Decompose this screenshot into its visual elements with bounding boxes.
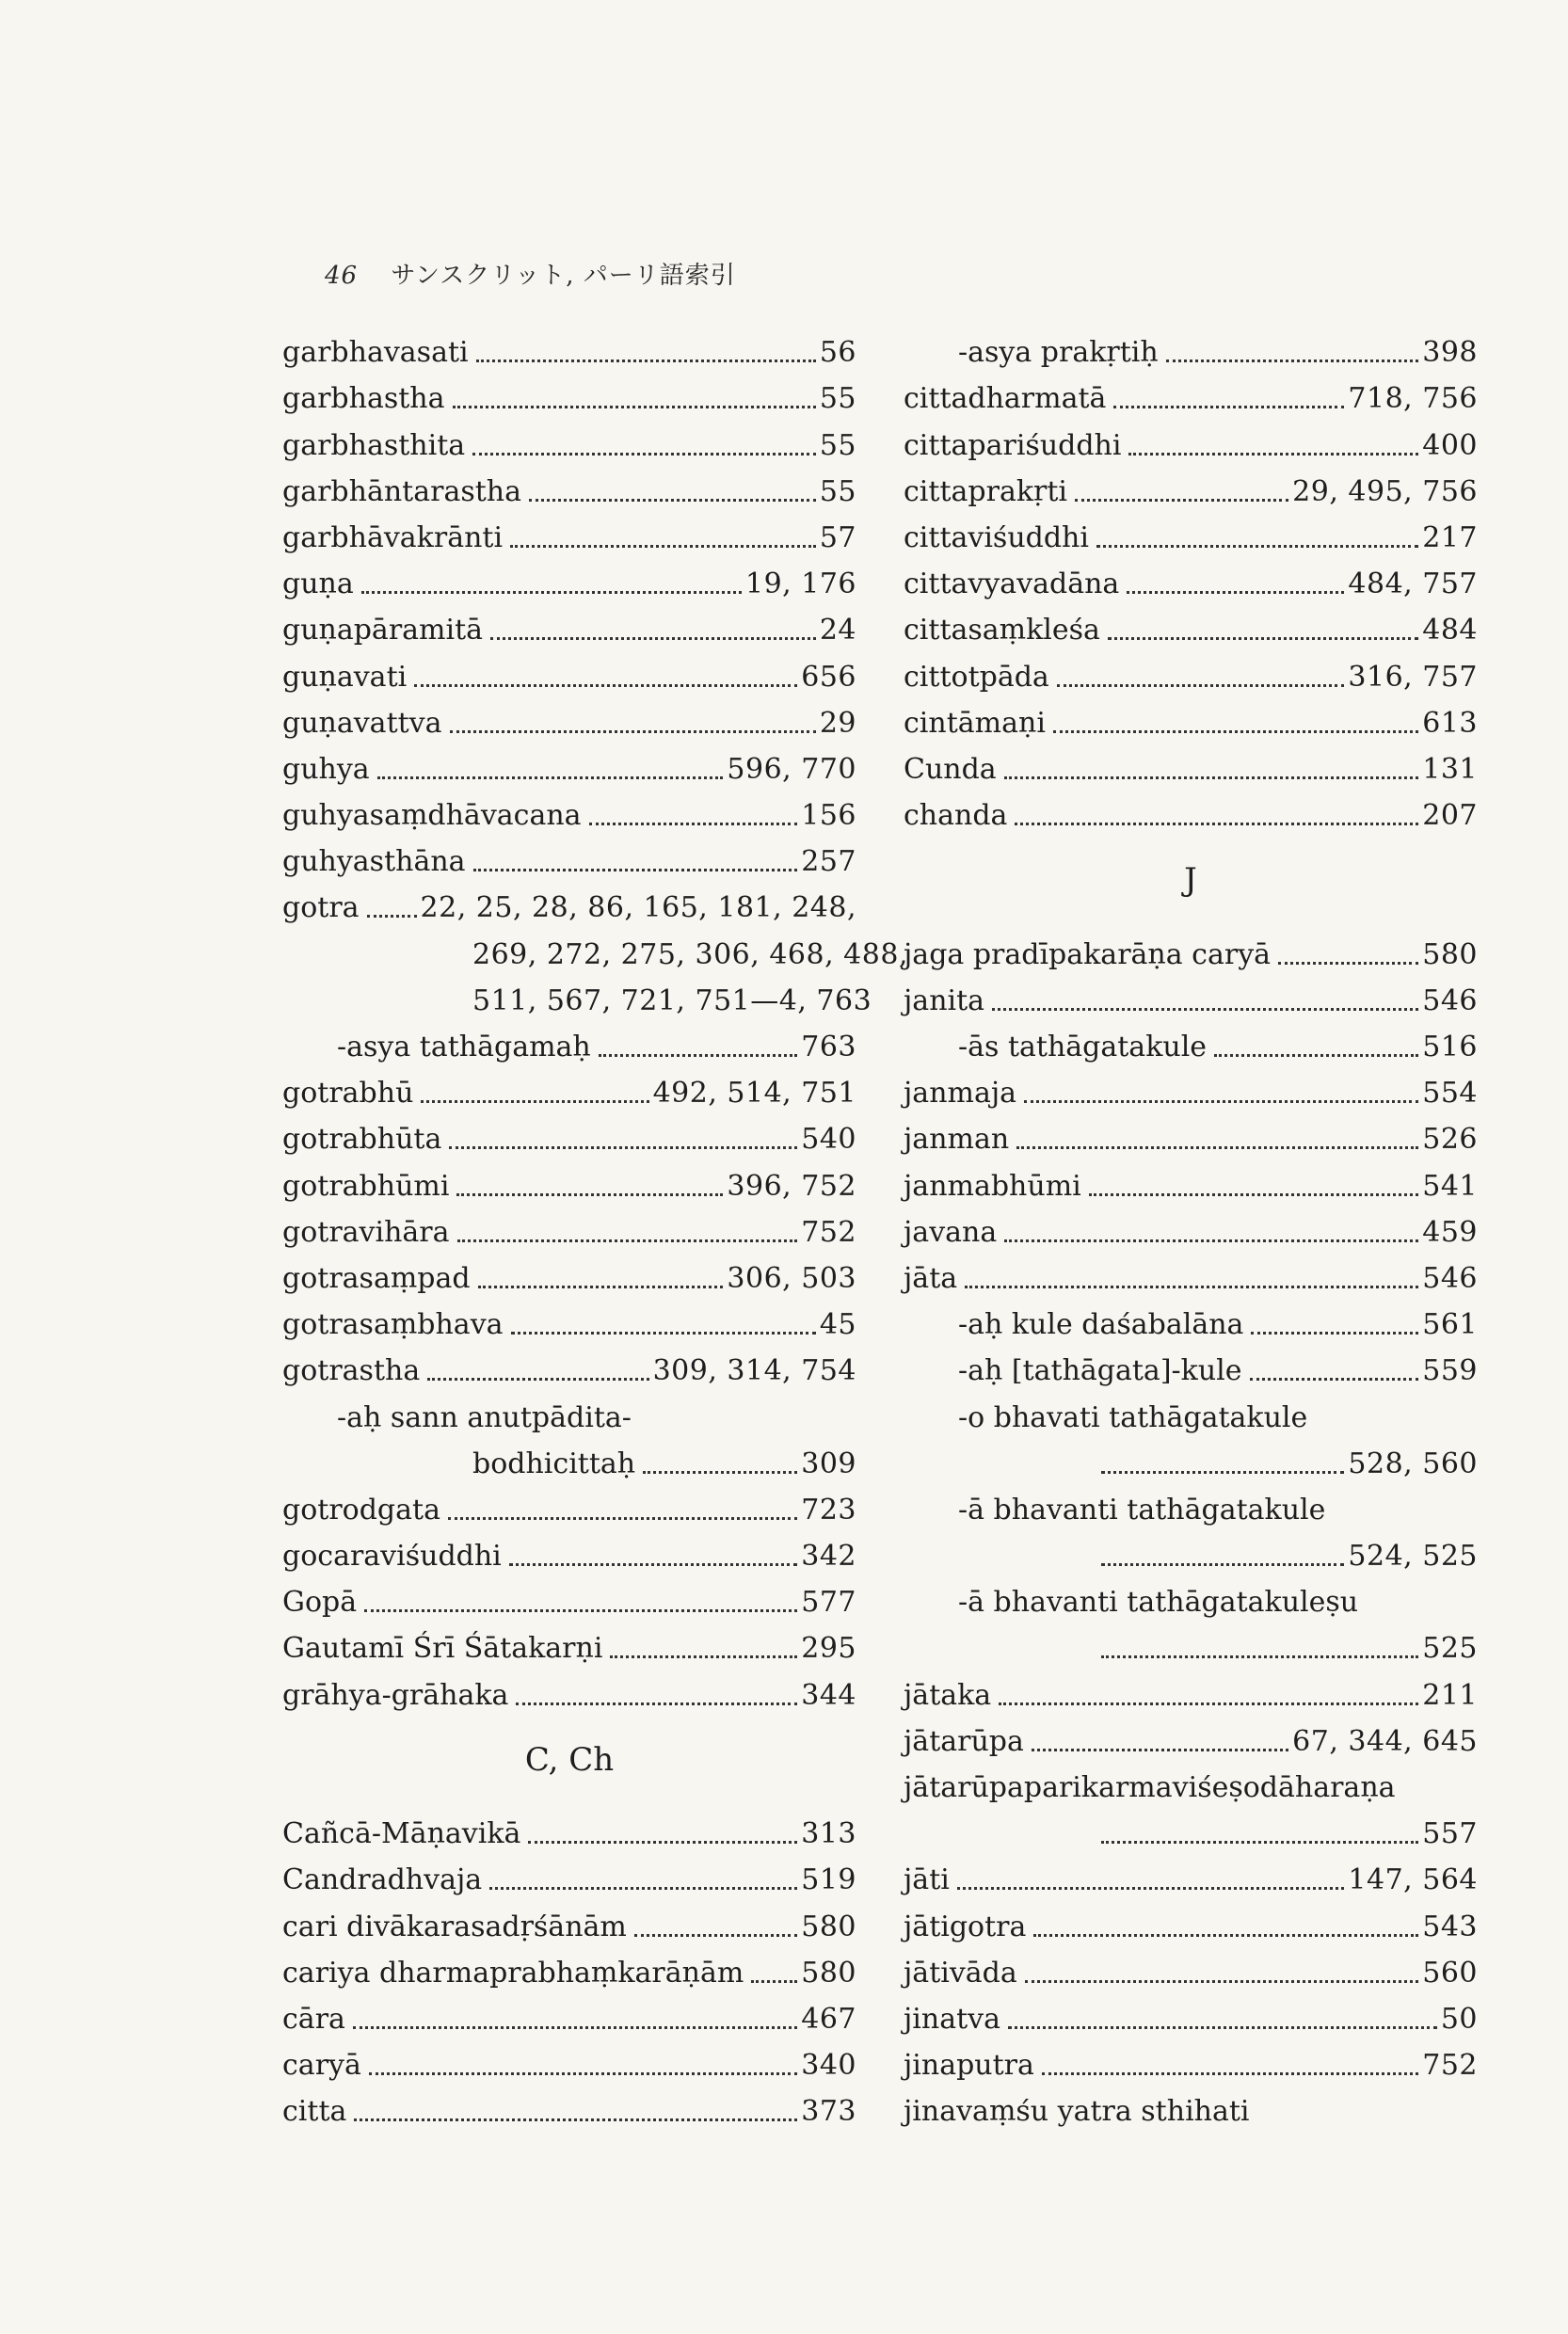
index-entry [904,2084,1478,2130]
entry-term: cittaviśuddhi [904,520,1089,554]
entry-pages: 577 [801,1586,856,1620]
index-entry [282,556,856,602]
leader-dots [1032,1749,1288,1751]
entry-pages: 723 [801,1493,856,1527]
index-entry [904,1945,1478,1991]
leader-dots [965,1286,1418,1288]
leader-dots [456,1193,723,1196]
index-entry [282,371,856,417]
leader-dots [511,1332,816,1335]
entry-pages: 269, 272, 275, 306, 468, 488, [472,937,908,971]
entry-term: javana [904,1215,998,1249]
index-entry [904,417,1478,463]
leader-dots [634,1934,797,1937]
index-entry [282,1898,856,1944]
leader-dots [1251,1332,1418,1335]
entry-pages: 56 [819,336,856,370]
entry-term: gotrabhū [282,1077,414,1111]
index-entry [282,648,856,695]
entry-term: guhya [282,752,370,786]
entry-pages: 752 [1422,2049,1478,2083]
leader-dots [1101,1841,1418,1844]
entry-pages: 147, 564 [1348,1863,1478,1897]
entry-pages: 295 [801,1632,856,1666]
leader-dots [1033,1934,1418,1937]
leader-dots [610,1655,797,1658]
leader-dots [1096,545,1418,548]
entry-term: guṇavattva [282,706,442,740]
index-entry [282,1806,856,1852]
leader-dots [509,1563,797,1566]
index-column-left [282,325,908,2130]
index-entry [904,1251,1478,1297]
leader-dots [353,2026,797,2029]
leader-dots [1042,2072,1418,2075]
entry-pages: 217 [1422,520,1478,554]
entry-term: cariya dharmaprabhaṃkarāṇām [282,1956,744,1990]
entry-term: cari divākarasadṛśānām [282,1910,627,1943]
entry-term: Gautamī Śrī Śātakarṇi [282,1632,603,1666]
entry-pages: 546 [1422,983,1478,1017]
entry-term: citta [282,2095,347,2129]
entry-term: gotrabhūta [282,1123,442,1157]
leader-dots [1016,1146,1418,1149]
entry-term: Candradhvaja [282,1863,483,1897]
index-entry [904,1019,1478,1065]
entry-pages: 718, 756 [1348,382,1478,416]
leader-dots [367,915,417,918]
index-entry [282,417,856,463]
leader-dots [1101,1563,1344,1566]
index-entry [282,2084,856,2130]
index-entry [904,1205,1478,1251]
entry-term: garbhastha [282,382,445,416]
index-entry [904,1714,1478,1760]
entry-pages: 55 [819,428,856,462]
entry-pages: 373 [801,2095,856,2129]
entry-term: guṇa [282,568,354,601]
entry-term: guṇavati [282,660,408,694]
leader-dots [1127,591,1344,594]
entry-pages: 309, 314, 754 [652,1354,856,1388]
leader-dots [529,499,816,502]
leader-dots [449,1146,797,1149]
index-entry [904,2038,1478,2084]
leader-dots [377,776,724,779]
leader-dots [1015,823,1418,825]
entry-pages: 596, 770 [727,752,856,786]
entry-term: guṇapāramitā [282,614,484,647]
index-entry [904,1343,1478,1389]
index-entry [904,1158,1478,1204]
leader-dots [457,1239,798,1242]
entry-pages: 50 [1440,2002,1478,2036]
leader-dots [589,823,798,825]
entry-pages: 313 [801,1817,856,1851]
index-entry [282,1251,856,1297]
index-entry [282,2038,856,2084]
leader-dots [516,1703,797,1705]
index-entry [282,1389,856,1435]
leader-dots [1008,2026,1437,2029]
index-entry [904,926,1478,972]
index-entry [904,1389,1478,1435]
index-entry [282,1852,856,1898]
entry-term: jāta [904,1261,958,1295]
leader-dots [453,406,816,408]
entry-term: -aḥ kule daśabalāna [958,1308,1244,1342]
index-entry [904,510,1478,556]
index-entry [904,742,1478,788]
entry-pages: 492, 514, 751 [652,1077,856,1111]
entry-term: gotrabhūmi [282,1169,450,1203]
entry-pages: 257 [801,845,856,879]
index-entry [282,1667,856,1713]
entry-term: garbhasthita [282,428,466,462]
leader-dots [1057,684,1345,687]
entry-pages: 557 [1422,1817,1478,1851]
entry-term: garbhavasati [282,336,469,370]
index-entry [282,1343,856,1389]
entry-term: cintāmaṇi [904,706,1046,740]
entry-term: jinatva [904,2002,1000,2036]
index-entry [904,1852,1478,1898]
index-entry [904,1621,1478,1667]
leader-dots [1004,776,1419,779]
entry-term: guhyasthāna [282,845,466,879]
section-heading: C, Ch [524,1740,615,1779]
leader-dots [1004,1239,1418,1242]
entry-term: cittavyavadāna [904,568,1120,601]
entry-term: grāhya-grāhaka [282,1678,509,1712]
entry-term: janmabhūmi [904,1169,1081,1203]
entry-pages: 540 [801,1123,856,1157]
header-title: サンスクリット, パーリ語索引 [391,262,736,290]
entry-pages: 543 [1422,1910,1478,1943]
leader-dots [1113,406,1344,408]
entry-pages: 526 [1422,1123,1478,1157]
entry-pages: 467 [801,2002,856,2036]
entry-term: -ā bhavanti tathāgatakule [958,1493,1326,1527]
entry-pages: 29, 495, 756 [1292,474,1478,508]
running-header [325,256,736,291]
entry-pages: 45 [819,1308,856,1342]
leader-dots [1053,730,1418,733]
index-entry [282,1158,856,1204]
index-entry [904,973,1478,1019]
entry-term: gotrastha [282,1354,421,1388]
index-entry [282,1528,856,1575]
entry-pages: 484 [1422,614,1478,647]
leader-dots [1108,637,1418,640]
entry-term: janita [904,983,985,1017]
index-entry [904,556,1478,602]
entry-term: -o bhavati tathāgatakule [958,1400,1308,1434]
entry-term: jaga pradīpakarāṇa caryā [904,937,1272,971]
index-entry [904,1898,1478,1944]
entry-pages: 344 [801,1678,856,1712]
index-entry [282,834,856,880]
entry-term: jātivāda [904,1956,1017,1990]
index-entry [282,1019,856,1065]
entry-pages: 546 [1422,1261,1478,1295]
leader-dots [473,869,798,871]
entry-term: garbhāntarastha [282,474,521,508]
entry-term: gotravihāra [282,1215,450,1249]
index-entry [282,1575,856,1621]
entry-pages: 525 [1422,1632,1478,1666]
index-entry [282,1297,856,1343]
entry-pages: 22, 25, 28, 86, 165, 181, 248, [420,891,856,925]
entry-term: jātaka [904,1678,992,1712]
entry-term: garbhāvakrānti [282,520,504,554]
entry-term: jātigotra [904,1910,1027,1943]
entry-term: cittotpāda [904,660,1049,694]
index-entry [282,1621,856,1667]
entry-term: gotra [282,891,360,925]
index-entry [904,325,1478,371]
entry-term: cittapariśuddhi [904,428,1122,462]
leader-dots [427,1378,648,1381]
entry-pages: 55 [819,474,856,508]
index-entry [904,371,1478,417]
entry-pages: 156 [801,799,856,833]
leader-dots [1101,1655,1418,1658]
entry-pages: 560 [1422,1956,1478,1990]
entry-pages: 763 [801,1031,856,1063]
leader-dots [510,545,816,548]
entry-pages: 580 [801,1910,856,1943]
entry-pages: 516 [1422,1031,1478,1064]
leader-dots [1024,1100,1418,1103]
leader-dots [999,1703,1418,1705]
index-entry [282,510,856,556]
index-entry [282,602,856,648]
index-entry [282,464,856,510]
leader-dots [361,591,742,594]
entry-term: cittadharmatā [904,382,1107,416]
index-entry [904,1806,1478,1852]
entry-pages: 24 [819,614,856,647]
index-entry [904,1667,1478,1713]
leader-dots [1214,1054,1418,1057]
entry-pages: 396, 752 [727,1169,856,1203]
leader-dots [1166,360,1419,362]
entry-pages: 57 [819,520,856,554]
index-entry [282,695,856,742]
leader-dots [478,1286,724,1288]
index-entry [904,1065,1478,1111]
entry-pages: 316, 757 [1348,660,1478,694]
index-entry [904,1482,1478,1528]
index-entry [904,1575,1478,1621]
entry-term: -aḥ [tathāgata]-kule [958,1354,1242,1388]
leader-dots [751,1980,797,1983]
entry-pages: 528, 560 [1348,1447,1478,1480]
leader-dots [472,453,816,456]
entry-term: -asya tathāgamaḥ [337,1031,591,1063]
page-number: 46 [325,262,359,290]
leader-dots [1101,1471,1344,1474]
entry-pages: 398 [1422,336,1478,370]
entry-term: gocaraviśuddhi [282,1540,502,1574]
index-entry [904,602,1478,648]
leader-dots [369,2072,797,2075]
leader-dots [1025,1980,1418,1983]
entry-term: janman [904,1123,1010,1157]
entry-pages: 340 [801,2049,856,2083]
entry-term: chanda [904,799,1008,833]
leader-dots [1250,1378,1419,1381]
index-entry [282,926,908,972]
entry-pages: 67, 344, 645 [1292,1724,1478,1758]
entry-pages: 19, 176 [744,568,856,601]
entry-pages: 580 [1422,937,1478,971]
leader-dots [489,1887,797,1890]
leader-dots [476,360,816,362]
entry-term: jinavaṃśu yatra sthihati [904,2095,1250,2129]
entry-pages: 400 [1422,428,1478,462]
entry-term: caryā [282,2049,361,2083]
index-entry [904,1436,1478,1482]
index-entry [904,1111,1478,1158]
entry-term: gotrasaṃpad [282,1261,471,1295]
index-entry [904,695,1478,742]
entry-pages: 561 [1422,1308,1478,1342]
entry-pages: 519 [801,1863,856,1897]
index-entry [282,1945,856,1991]
index-entry [282,973,872,1019]
index-entry [282,1991,856,2038]
entry-term: Gopā [282,1586,358,1620]
section-heading: J [1184,861,1197,900]
index-column-right [904,325,1478,2130]
entry-term: cittasaṃkleśa [904,614,1100,647]
entry-term: cāra [282,2002,345,2036]
entry-term: gotrasaṃbhava [282,1308,504,1342]
entry-pages: 459 [1422,1215,1478,1249]
index-entry [282,1436,856,1482]
entry-pages: 29 [819,706,856,740]
index-entry [904,1297,1478,1343]
index-entry [904,1528,1478,1575]
entry-pages: 559 [1422,1354,1478,1388]
entry-pages: 613 [1422,706,1478,740]
leader-dots [414,684,797,687]
leader-dots [957,1887,1345,1890]
entry-pages: 211 [1422,1678,1478,1712]
entry-term: jātarūpaparikarmaviśeṣodāharaṇa [904,1771,1396,1805]
entry-pages: 554 [1422,1077,1478,1111]
entry-term: jinaputra [904,2049,1034,2083]
leader-dots [528,1841,797,1844]
entry-pages: 511, 567, 721, 751—4, 763 [472,983,872,1017]
entry-pages: 580 [801,1956,856,1990]
index-entry [904,1760,1478,1806]
leader-dots [450,730,816,733]
entry-pages: 484, 757 [1348,568,1478,601]
leader-dots [643,1471,797,1474]
index-entry [282,880,856,926]
leader-dots [1278,962,1418,965]
entry-term: -ās tathāgatakule [958,1031,1208,1064]
index-entry [282,1065,856,1111]
index-entry [904,648,1478,695]
entry-term: bodhicittaḥ [472,1447,636,1480]
index-entry [904,464,1478,510]
leader-dots [992,1008,1418,1011]
entry-pages: 524, 525 [1348,1540,1478,1574]
leader-dots [1128,453,1418,456]
entry-pages: 55 [819,382,856,416]
entry-term: jāti [904,1863,950,1897]
index-entry [282,788,856,834]
leader-dots [1075,499,1288,502]
index-entry [282,1111,856,1158]
entry-term: -asya prakṛtiḥ [958,336,1159,370]
entry-term: cittaprakṛti [904,474,1067,508]
index-entry [904,788,1478,834]
entry-term: jātarūpa [904,1724,1024,1758]
entry-term: Cañcā-Māṇavikā [282,1817,521,1851]
entry-term: gotrodgata [282,1493,440,1527]
entry-pages: 131 [1422,752,1478,786]
entry-term: -aḥ sann anutpādita- [337,1400,632,1434]
leader-dots [1089,1193,1419,1196]
leader-dots [421,1100,648,1103]
entry-term: Cunda [904,752,997,786]
entry-pages: 342 [801,1540,856,1574]
index-entry [904,1991,1478,2038]
entry-term: -ā bhavanti tathāgatakuleṣu [958,1586,1359,1620]
leader-dots [354,2118,797,2121]
leader-dots [599,1054,797,1057]
leader-dots [448,1517,797,1520]
entry-term: guhyasaṃdhāvacana [282,799,582,833]
leader-dots [364,1609,797,1612]
entry-pages: 656 [801,660,856,694]
index-entry [282,1205,856,1251]
entry-pages: 306, 503 [727,1261,856,1295]
entry-term: janmaja [904,1077,1017,1111]
index-entry [282,1482,856,1528]
entry-pages: 752 [801,1215,856,1249]
entry-pages: 207 [1422,799,1478,833]
leader-dots [490,637,816,640]
entry-pages: 309 [801,1447,856,1480]
entry-pages: 541 [1422,1169,1478,1203]
index-entry [282,325,856,371]
index-entry [282,742,856,788]
